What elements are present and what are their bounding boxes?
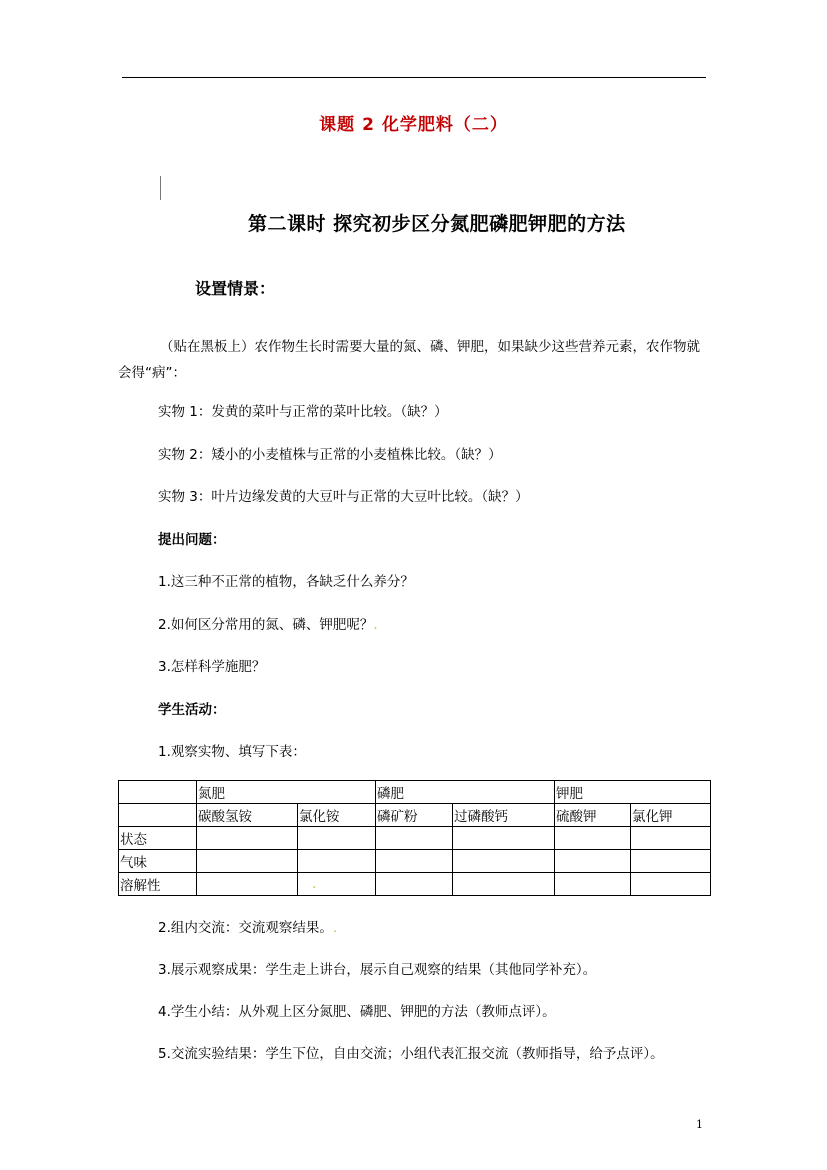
row-header: 状态 <box>119 827 197 850</box>
column-header: 硫酸钾 <box>555 804 631 827</box>
questions-heading: 提出问题： <box>158 532 226 548</box>
activity-3: 3.展示观察成果：学生走上讲台，展示自己观察的结果（其他同学补充）。 <box>158 962 597 978</box>
activity-2-text: 2.组内交流：交流观察结果。 <box>158 920 333 936</box>
activity-2 <box>158 915 337 941</box>
table-cell <box>631 827 711 850</box>
table-cell <box>298 850 376 873</box>
question-2-text: 2.如何区分常用的氮、磷、钾肥呢？ <box>158 617 374 633</box>
table-cell <box>555 850 631 873</box>
question-2 <box>158 612 378 638</box>
table-row <box>119 827 711 850</box>
table-cell <box>631 873 711 896</box>
activity-5: 5.交流实验结果：学生下位，自由交流；小组代表汇报交流（教师指导，给予点评）。 <box>158 1046 664 1062</box>
setting-heading: 设置情景： <box>195 279 276 298</box>
question-3: 3.怎样科学施肥？ <box>158 659 266 675</box>
table-cell <box>197 827 298 850</box>
group-header-nitrogen: 氮肥 <box>197 781 376 804</box>
stray-dot: . <box>332 920 338 936</box>
row-header: 气味 <box>119 850 197 873</box>
table-row <box>119 873 711 896</box>
specimen-1: 实物 1：发黄的菜叶与正常的菜叶比较。（缺？） <box>158 404 448 420</box>
activities-heading: 学生活动： <box>158 702 226 718</box>
stray-dot: . <box>312 876 317 892</box>
column-header: 氯化铵 <box>298 804 376 827</box>
column-header: 氯化钾 <box>631 804 711 827</box>
specimen-2: 实物 2：矮小的小麦植株与正常的小麦植株比较。（缺？） <box>158 447 502 463</box>
column-header: 磷矿粉 <box>376 804 453 827</box>
table-row <box>119 804 711 827</box>
table-row <box>119 781 711 804</box>
table-cell <box>555 827 631 850</box>
table-cell <box>197 873 298 896</box>
fertilizer-table <box>118 780 711 896</box>
table-cell <box>453 850 555 873</box>
lesson-subtitle: 第二课时 探究初步区分氮肥磷肥钾肥的方法 <box>248 213 626 235</box>
cursor-bar <box>160 176 161 200</box>
table-cell <box>376 827 453 850</box>
row-header: 溶解性 <box>119 873 197 896</box>
intro-paragraph: （贴在黑板上）农作物生长时需要大量的氮、磷、钾肥，如果缺少这些营养元素，农作物就会得“病”： <box>118 339 700 381</box>
stray-dot: . <box>373 617 378 633</box>
column-header: 碳酸氢铵 <box>197 804 298 827</box>
activity-1: 1.观察实物、填写下表： <box>158 744 306 760</box>
table-cell <box>453 827 555 850</box>
question-1: 1.这三种不正常的植物，各缺乏什么养分？ <box>158 574 414 590</box>
group-header-phosphorus: 磷肥 <box>376 781 555 804</box>
lesson-title: 课题 2 化学肥料（二） <box>319 115 508 135</box>
activity-4: 4.学生小结：从外观上区分氮肥、磷肥、钾肥的方法（教师点评）。 <box>158 1004 556 1020</box>
group-header-potassium: 钾肥 <box>555 781 711 804</box>
header-rule <box>122 77 706 78</box>
table-cell <box>453 873 555 896</box>
specimen-3: 实物 3：叶片边缘发黄的大豆叶与正常的大豆叶比较。（缺？） <box>158 489 529 505</box>
table-cell <box>119 804 197 827</box>
table-cell <box>376 873 453 896</box>
table-row <box>119 850 711 873</box>
column-header: 过磷酸钙 <box>453 804 555 827</box>
table-cell <box>376 850 453 873</box>
page-number: 1 <box>696 1118 703 1131</box>
table-cell <box>119 781 197 804</box>
table-cell <box>298 873 376 896</box>
table-cell <box>197 850 298 873</box>
table-cell <box>555 873 631 896</box>
table-cell <box>298 827 376 850</box>
table-cell <box>631 850 711 873</box>
